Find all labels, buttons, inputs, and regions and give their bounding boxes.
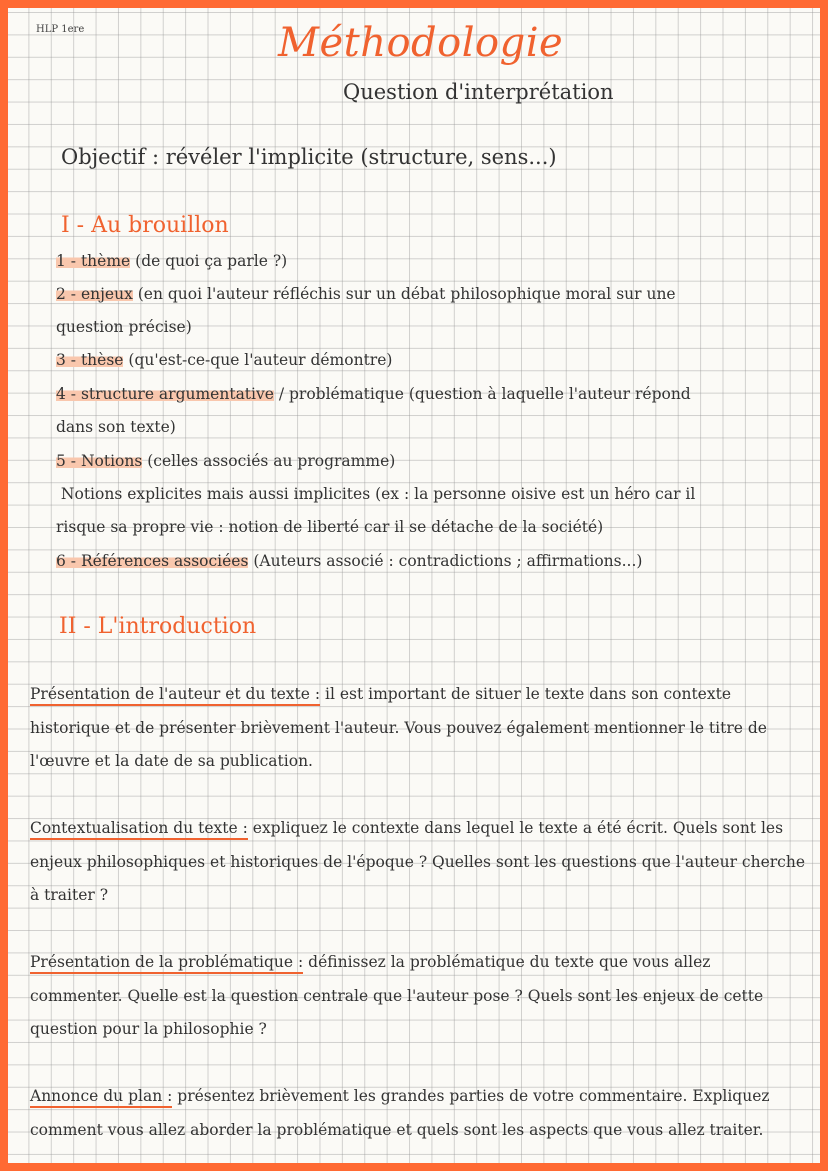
paragraph-line: commenter. Quelle est la question centrale que l'auteur pose ? Quels sont les enjeux de cette bbox=[30, 987, 764, 1005]
item-label: 6 - Références associées bbox=[56, 552, 249, 570]
paragraph-line: question pour la philosophie ? bbox=[30, 1020, 267, 1038]
paragraph-label: Présentation de l'auteur et du texte : bbox=[30, 685, 320, 706]
paragraph-line: Contextualisation du texte : expliquez le contexte dans lequel le texte a été écrit. Quels sont les bbox=[30, 819, 783, 837]
item-label: 4 - structure argumentative bbox=[56, 385, 274, 403]
item-label: 1 - thème bbox=[56, 252, 131, 270]
item-text: (celles associés au programme) bbox=[142, 452, 396, 470]
page-subtitle: Question d'interprétation bbox=[343, 80, 614, 104]
paragraph-line: Annonce du plan : présentez brièvement les grandes parties de votre commentaire. Expliquez bbox=[30, 1087, 770, 1105]
paragraph-line: historique et de présenter brièvement l'auteur. Vous pouvez également mentionner le titre de bbox=[30, 719, 767, 737]
item-text-continued: Notions explicites mais aussi implicites (ex : la personne oisive est un héro car il bbox=[56, 485, 696, 503]
page-title: Méthodologie bbox=[278, 20, 564, 66]
paragraph-label: Contextualisation du texte : bbox=[30, 819, 248, 840]
item-label: 5 - Notions bbox=[56, 452, 143, 470]
item-label: 2 - enjeux bbox=[56, 285, 133, 303]
course-tag: HLP 1ere bbox=[36, 24, 85, 35]
paragraph-line: Présentation de l'auteur et du texte : il est important de situer le texte dans son contexte bbox=[30, 685, 731, 703]
item-text: (de quoi ça parle ?) bbox=[130, 252, 288, 270]
item-text: / problématique (question à laquelle l'auteur répond bbox=[273, 385, 691, 403]
item-text-continued: question précise) bbox=[56, 318, 192, 336]
list-item bbox=[56, 552, 642, 570]
item-text-continued: dans son texte) bbox=[56, 418, 176, 436]
item-text: (qu'est-ce-que l'auteur démontre) bbox=[123, 351, 393, 369]
list-item bbox=[56, 452, 395, 470]
item-text-continued: risque sa propre vie : notion de liberté car il se détache de la société) bbox=[56, 518, 604, 536]
paragraph-label: Présentation de la problématique : bbox=[30, 953, 303, 974]
paragraph-label: Annonce du plan : bbox=[30, 1087, 172, 1108]
list-item bbox=[56, 252, 287, 270]
paragraph-line: à traiter ? bbox=[30, 886, 109, 904]
item-label: 3 - thèse bbox=[56, 351, 124, 369]
objective-line: Objectif : révéler l'implicite (structure, sens...) bbox=[61, 145, 557, 169]
item-text: (Auteurs associé : contradictions ; affirmations...) bbox=[248, 552, 643, 570]
paragraph-line: Présentation de la problématique : définissez la problématique du texte que vous allez bbox=[30, 953, 710, 971]
item-text: (en quoi l'auteur réfléchis sur un débat philosophique moral sur une bbox=[132, 285, 676, 303]
section-heading-introduction: II - L'introduction bbox=[59, 614, 257, 639]
list-item bbox=[56, 385, 691, 403]
list-item bbox=[56, 351, 392, 369]
paragraph-line: l'œuvre et la date de sa publication. bbox=[30, 752, 313, 770]
list-item bbox=[56, 285, 676, 303]
paragraph-line: comment vous allez aborder la problématique et quels sont les aspects que vous allez traiter. bbox=[30, 1121, 764, 1139]
section-heading-brouillon: I - Au brouillon bbox=[61, 213, 229, 238]
worksheet-page bbox=[8, 8, 820, 1163]
paragraph-line: enjeux philosophiques et historiques de l'époque ? Quelles sont les questions que l'auteur cherche bbox=[30, 853, 805, 871]
